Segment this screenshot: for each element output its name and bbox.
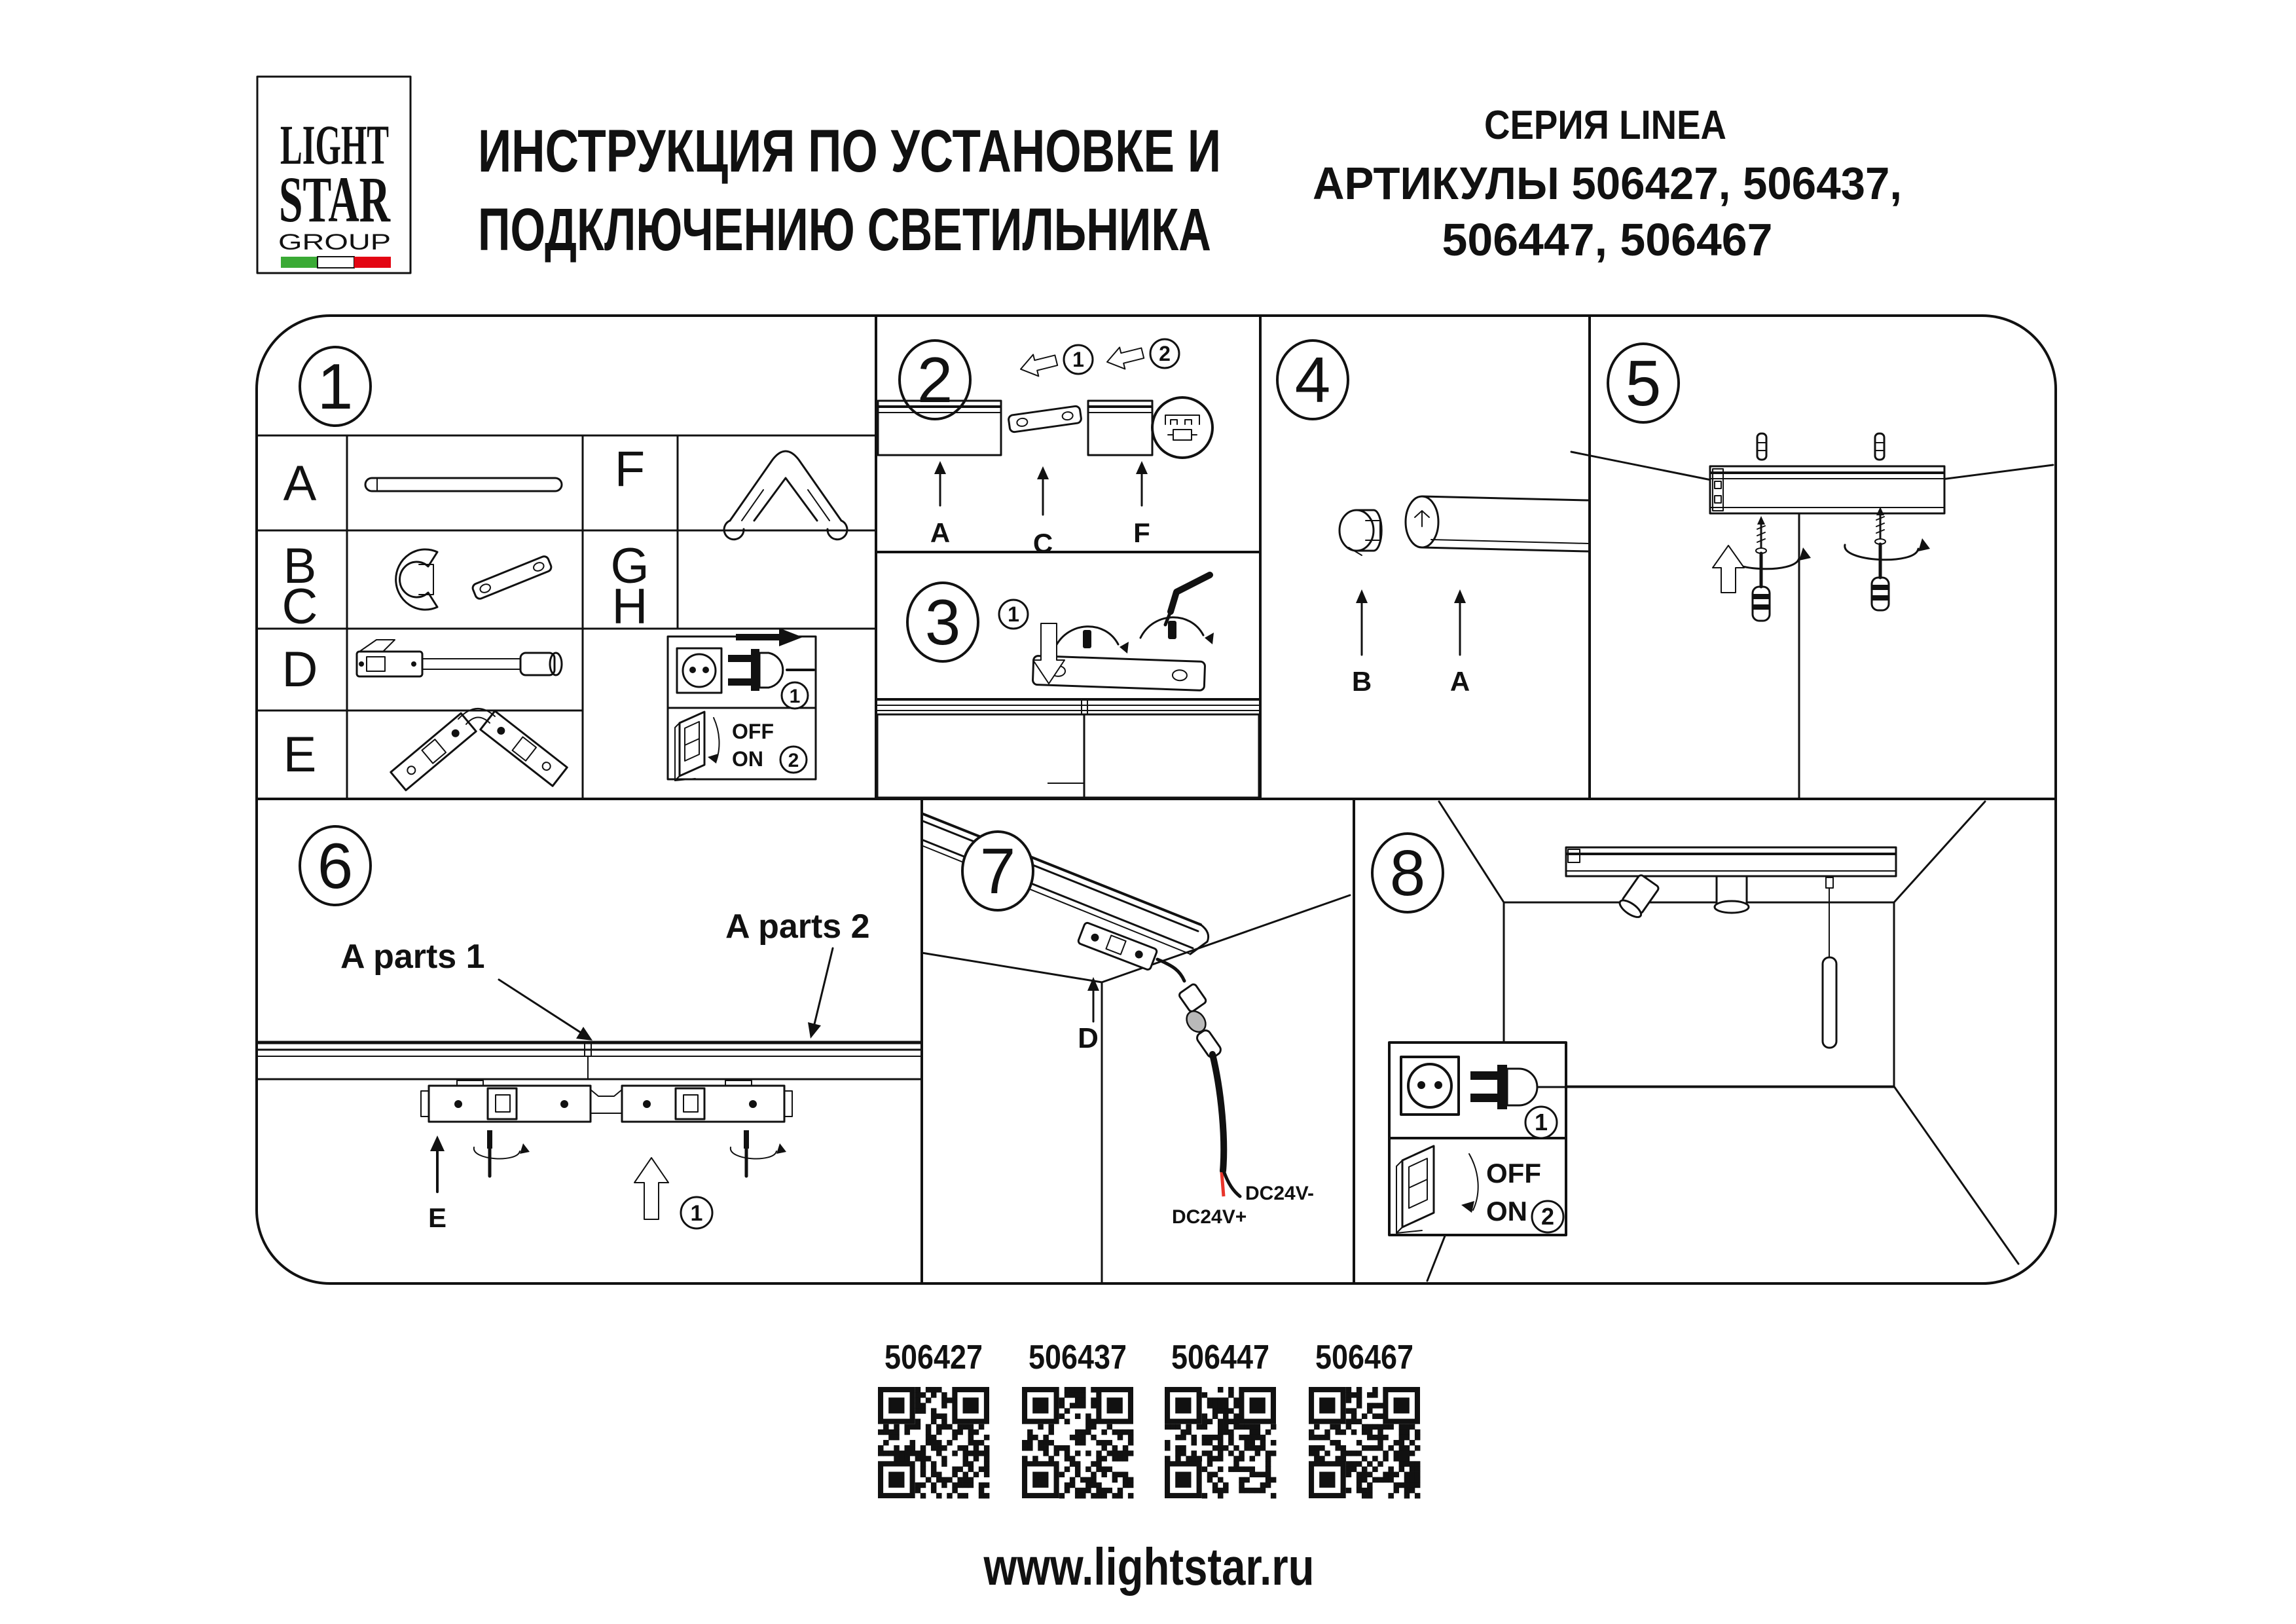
screwdriver-small-icon: [474, 1130, 530, 1176]
profile-f-section: [1088, 397, 1212, 458]
step7-number: 7: [979, 835, 1016, 907]
push-up-arrow-icon: [1713, 545, 1744, 593]
step6-label-parts2: A parts 2: [725, 908, 870, 946]
part-label-e: E: [283, 727, 317, 783]
plate-c-part: [1008, 405, 1082, 432]
step7-dc-plus-label: DC24V+: [1172, 1206, 1247, 1228]
step4-label-b: B: [1351, 666, 1372, 697]
logo-star: STAR: [279, 163, 392, 236]
panel-step5: [1571, 344, 2053, 798]
screwdriver-small-icon: [731, 1130, 786, 1176]
cylinder-fixture-icon: [1715, 876, 1749, 913]
legend-step1-number: 1: [789, 686, 801, 707]
power-legend-large: [1389, 1043, 1894, 1235]
step7-label-d: D: [1078, 1022, 1099, 1054]
profile-a-part: [1406, 496, 1588, 551]
step2-label-a: A: [930, 517, 951, 548]
part-label-g: G: [610, 538, 649, 594]
legend-step1-number: 1: [1534, 1109, 1548, 1135]
qr-code: [878, 1387, 989, 1498]
page-title-line2: ПОДКЛЮЧЕНИЮ СВЕТИЛЬНИКА: [478, 196, 1211, 263]
step8-number: 8: [1389, 837, 1426, 909]
legend-step2-number: 2: [1540, 1203, 1555, 1230]
part-label-c: C: [282, 579, 318, 635]
panel-step3: [877, 575, 1259, 798]
logo-group: GROUP: [278, 230, 391, 255]
joined-track-side-view: [258, 1043, 920, 1079]
part-a-profile-icon: [365, 478, 562, 491]
part-c-plate-icon: [471, 555, 553, 600]
step5-number: 5: [1625, 347, 1662, 419]
article-code-1: 506427: [884, 1338, 983, 1376]
slide-arrow-2: [1104, 342, 1146, 373]
panel-step2: [878, 339, 1212, 559]
qr-code: [1309, 1387, 1420, 1498]
panel-step4: [1277, 341, 1588, 697]
push-down-arrow-icon: [1033, 623, 1065, 684]
mounted-profile: [1710, 466, 1944, 513]
part-b-endcap-icon: [396, 549, 437, 610]
power-cable: [1157, 959, 1240, 1196]
step2-arrow1-number: 1: [1072, 348, 1084, 371]
ceiling-track: [1566, 847, 1896, 876]
step4-number: 4: [1294, 344, 1331, 416]
endcap-b-part: [1339, 510, 1381, 555]
connector-e-assembly: [421, 1080, 792, 1122]
series-label: СЕРИЯ LINEA: [1484, 103, 1726, 148]
article-code-2: 506437: [1029, 1338, 1127, 1376]
articles-line1: АРТИКУЛЫ 506427, 506437,: [1313, 158, 1902, 209]
article-code-4: 506467: [1315, 1338, 1413, 1376]
step6-arrow1-number: 1: [690, 1201, 703, 1226]
part-label-b: B: [283, 538, 317, 594]
italian-flag-icon: [281, 257, 391, 268]
qr-code: [1165, 1387, 1276, 1498]
panel-step8: [1372, 802, 2018, 1281]
leader-arrow: [499, 980, 584, 1035]
power-legend-small: [668, 628, 816, 781]
diagram-frame: [257, 316, 2056, 1283]
website-url: www.lightstar.ru: [983, 1538, 1315, 1596]
panel-step1-parts: [257, 347, 876, 799]
part-label-d: D: [282, 642, 318, 697]
leader-arrow: [813, 948, 833, 1029]
profile-cross-section-icon: [1152, 397, 1212, 458]
step2-label-c: C: [1032, 528, 1053, 559]
legend-off-label: OFF: [1486, 1158, 1541, 1189]
screw-icon: [1168, 621, 1176, 639]
step6-label-e: E: [428, 1202, 447, 1233]
wall-plug-icon: [1875, 434, 1884, 460]
step2-label-f: F: [1133, 517, 1150, 548]
screw-and-screwdriver: [1845, 507, 1930, 610]
header: [257, 77, 1902, 273]
spot-fixture-icon: [1617, 874, 1660, 920]
footer: [878, 1338, 1420, 1596]
ceiling-edge-left: [922, 953, 1102, 982]
step2-arrow2-number: 2: [1159, 342, 1171, 365]
screw-icon: [1083, 630, 1091, 648]
article-code-3: 506447: [1171, 1338, 1269, 1376]
part-e-flex-icon: [391, 709, 567, 790]
step2-number: 2: [917, 344, 953, 416]
lightstar-logo: [257, 77, 410, 273]
step2-pointer-arrows: [934, 461, 1148, 515]
part-d-connector-icon: [357, 640, 562, 676]
qr-code: [1022, 1387, 1133, 1498]
part-label-a: A: [283, 456, 317, 511]
step6-label-parts1: A parts 1: [340, 938, 485, 976]
legend-on-label: ON: [1486, 1196, 1527, 1227]
step1-number: 1: [317, 350, 354, 422]
part-label-h: H: [611, 579, 648, 635]
step7-dc-minus-label: DC24V-: [1245, 1183, 1315, 1204]
step4-label-a: A: [1449, 666, 1470, 697]
page-title-line1: ИНСТРУКЦИЯ ПО УСТАНОВКЕ И: [478, 118, 1221, 185]
part-label-f: F: [614, 441, 646, 497]
legend-step2-number: 2: [788, 750, 799, 771]
step6-number: 6: [317, 830, 354, 902]
articles-line2: 506447, 506467: [1442, 214, 1773, 265]
joined-track-top-view: [877, 699, 1259, 798]
slide-arrow-1: [1018, 350, 1059, 380]
panel-step7: [922, 814, 1350, 1282]
legend-off-label: OFF: [732, 720, 774, 743]
part-f-corner-icon: [724, 451, 847, 540]
step3-number: 3: [924, 586, 961, 658]
panel-step6: [258, 826, 920, 1233]
logo-light: LIGHT: [280, 113, 389, 176]
legend-on-label: ON: [732, 747, 763, 771]
push-up-arrow-icon: [634, 1158, 668, 1219]
wall-plug-icon: [1757, 434, 1766, 460]
step3-arrow1-number: 1: [1008, 602, 1019, 626]
